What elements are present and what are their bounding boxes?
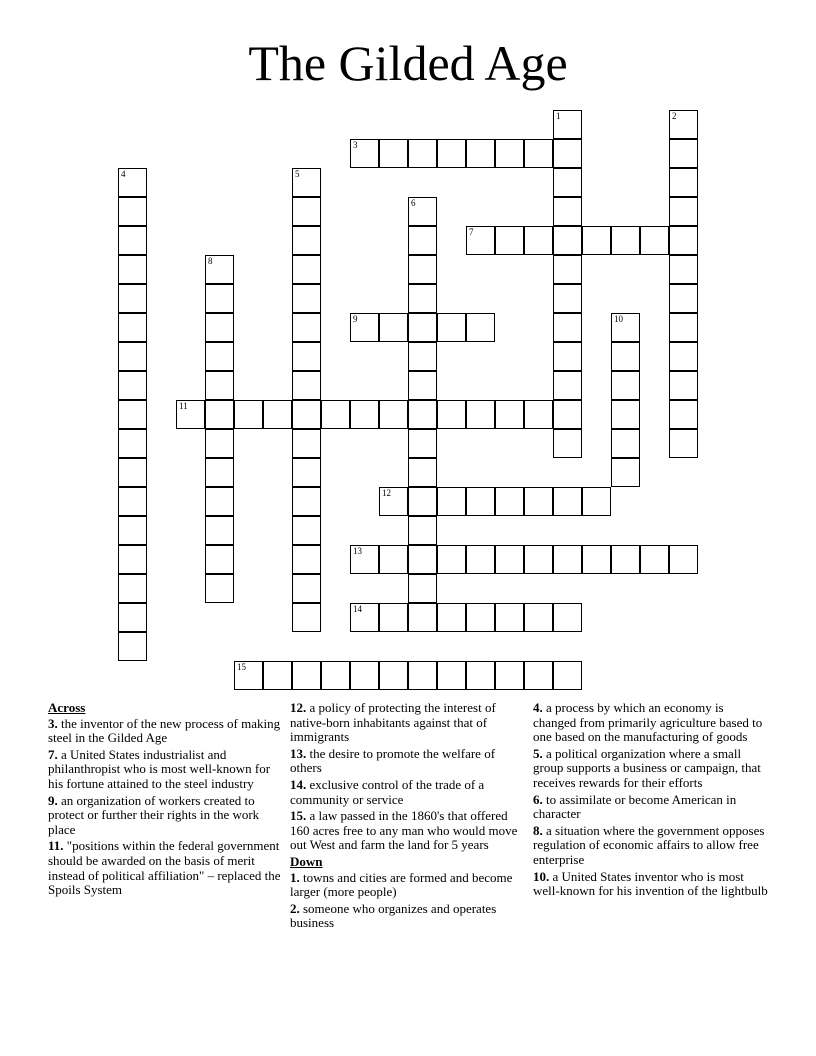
clue-number: 10 <box>614 314 623 324</box>
grid-cell[interactable] <box>350 545 379 574</box>
grid-cell[interactable] <box>118 516 147 545</box>
clue-number: 2 <box>672 111 677 121</box>
clue-number: 8 <box>208 256 213 266</box>
grid-cell[interactable] <box>553 429 582 458</box>
grid-cell[interactable] <box>408 400 437 429</box>
grid-cell[interactable] <box>669 168 698 197</box>
grid-cell[interactable] <box>611 458 640 487</box>
grid-cell[interactable] <box>292 400 321 429</box>
grid-cell[interactable] <box>205 284 234 313</box>
grid-cell[interactable] <box>205 545 234 574</box>
clue-down-1: 1. towns and cities are formed and become larger (more people) <box>290 869 513 900</box>
grid-cell[interactable] <box>466 313 495 342</box>
grid-cell[interactable] <box>466 139 495 168</box>
grid-cell[interactable] <box>408 342 437 371</box>
grid-cell[interactable] <box>611 400 640 429</box>
grid-cell[interactable] <box>379 400 408 429</box>
grid-cell[interactable] <box>118 574 147 603</box>
clue-number: 1 <box>556 111 561 121</box>
grid-cell[interactable] <box>321 400 350 429</box>
clues-column-2 <box>290 701 526 933</box>
grid-cell[interactable] <box>292 661 321 690</box>
grid-cell[interactable] <box>292 197 321 226</box>
grid-cell[interactable] <box>408 545 437 574</box>
clue-number: 6 <box>411 198 416 208</box>
grid-cell[interactable] <box>408 197 437 226</box>
grid-cell[interactable] <box>379 487 408 516</box>
grid-cell[interactable] <box>466 603 495 632</box>
grid-cell[interactable] <box>437 487 466 516</box>
grid-cell[interactable] <box>669 139 698 168</box>
grid-cell[interactable] <box>524 487 553 516</box>
grid-cell[interactable] <box>176 400 205 429</box>
grid-cell[interactable] <box>669 284 698 313</box>
grid-cell[interactable] <box>582 226 611 255</box>
grid-cell[interactable] <box>408 139 437 168</box>
grid-cell[interactable] <box>292 545 321 574</box>
grid-cell[interactable] <box>118 429 147 458</box>
grid-cell[interactable] <box>379 139 408 168</box>
grid-cell[interactable] <box>118 545 147 574</box>
grid-cell[interactable] <box>408 516 437 545</box>
grid-cell[interactable] <box>495 139 524 168</box>
grid-cell[interactable] <box>582 487 611 516</box>
clue-across-3: 3. the inventor of the new process of making steel in the Gilded Age <box>48 715 281 746</box>
clue-across-13: 13. the desire to promote the welfare of others <box>290 745 496 776</box>
grid-cell[interactable] <box>408 255 437 284</box>
grid-cell[interactable] <box>379 603 408 632</box>
grid-cell[interactable] <box>263 400 292 429</box>
grid-cell[interactable] <box>118 458 147 487</box>
clue-down-2: 2. someone who organizes and operates business <box>290 900 497 931</box>
clue-number: 12 <box>382 488 391 498</box>
grid-cell[interactable] <box>292 313 321 342</box>
clue-number: 3 <box>353 140 358 150</box>
across-heading: Across <box>48 700 86 715</box>
clue-across-15: 15. a law passed in the 1860's that offered 160 acres free to any man who would move out West and farm the land for 5 years <box>290 808 518 853</box>
grid-cell[interactable] <box>495 545 524 574</box>
grid-cell[interactable] <box>408 429 437 458</box>
grid-cell[interactable] <box>466 226 495 255</box>
page-title: The Gilded Age <box>248 35 568 91</box>
grid-cell[interactable] <box>437 545 466 574</box>
grid-cell[interactable] <box>118 400 147 429</box>
grid-cell[interactable] <box>118 313 147 342</box>
grid-cell[interactable] <box>118 226 147 255</box>
grid-cell[interactable] <box>205 429 234 458</box>
grid-cell[interactable] <box>437 139 466 168</box>
grid-cell[interactable] <box>205 574 234 603</box>
grid-cell[interactable] <box>437 400 466 429</box>
grid-cell[interactable] <box>118 632 147 661</box>
grid-cell[interactable] <box>350 661 379 690</box>
grid-cell[interactable] <box>408 313 437 342</box>
grid-cell[interactable] <box>205 371 234 400</box>
clue-number: 11 <box>179 401 188 411</box>
grid-cell[interactable] <box>118 371 147 400</box>
grid-cell[interactable] <box>408 661 437 690</box>
grid-cell[interactable] <box>350 603 379 632</box>
grid-cell[interactable] <box>553 197 582 226</box>
grid-cell[interactable] <box>205 458 234 487</box>
clues-column-3 <box>533 701 769 901</box>
grid-cell[interactable] <box>292 168 321 197</box>
clue-down-6: 6. to assimilate or become American in character <box>533 791 737 822</box>
grid-cell[interactable] <box>292 574 321 603</box>
grid-cell[interactable] <box>292 342 321 371</box>
grid-cell[interactable] <box>611 226 640 255</box>
grid-cell[interactable] <box>553 400 582 429</box>
clue-number: 9 <box>353 314 358 324</box>
grid-cell[interactable] <box>553 255 582 284</box>
grid-cell[interactable] <box>437 603 466 632</box>
grid-cell[interactable] <box>669 313 698 342</box>
clue-across-14: 14. exclusive control of the trade of a community or service <box>290 776 485 807</box>
grid-cell[interactable] <box>611 545 640 574</box>
clue-across-9: 9. an organization of workers created to protect or further their rights in the work place <box>48 792 260 837</box>
grid-cell[interactable] <box>205 255 234 284</box>
grid-cell[interactable] <box>350 400 379 429</box>
grid-cell[interactable] <box>118 197 147 226</box>
clue-down-5: 5. a political organization where a small group supports a business or campaign, that receives rewards for their efforts <box>533 745 761 790</box>
grid-cell[interactable] <box>611 342 640 371</box>
clue-number: 14 <box>353 604 362 614</box>
grid-cell[interactable] <box>292 458 321 487</box>
grid-cell[interactable] <box>495 226 524 255</box>
grid-cell[interactable] <box>524 139 553 168</box>
grid-cell[interactable] <box>553 661 582 690</box>
grid-cell[interactable] <box>669 110 698 139</box>
grid-cell[interactable] <box>553 487 582 516</box>
grid-cell[interactable] <box>379 545 408 574</box>
clue-number: 5 <box>295 169 300 179</box>
grid-cell[interactable] <box>118 168 147 197</box>
grid-cell[interactable] <box>524 661 553 690</box>
grid-cell[interactable] <box>205 516 234 545</box>
grid-cell[interactable] <box>234 400 263 429</box>
grid-cell[interactable] <box>669 545 698 574</box>
grid-cell[interactable] <box>553 342 582 371</box>
grid-cell[interactable] <box>611 371 640 400</box>
clue-across-12: 12. a policy of protecting the interest of native-born inhabitants against that of immigrants <box>290 700 496 745</box>
grid-cell[interactable] <box>495 661 524 690</box>
grid-cell[interactable] <box>408 487 437 516</box>
grid-cell[interactable] <box>118 255 147 284</box>
grid-cell[interactable] <box>524 226 553 255</box>
grid-cell[interactable] <box>292 371 321 400</box>
grid-cell[interactable] <box>437 313 466 342</box>
grid-cell[interactable] <box>669 429 698 458</box>
grid-cell[interactable] <box>524 400 553 429</box>
grid-cell[interactable] <box>466 487 495 516</box>
grid-cell[interactable] <box>582 545 611 574</box>
grid-cell[interactable] <box>553 139 582 168</box>
grid-cell[interactable] <box>553 313 582 342</box>
clue-across-7: 7. a United States industrialist and philanthropist who is most well-known for his fortune attained to the steel industry <box>48 746 271 791</box>
grid-cell[interactable] <box>669 197 698 226</box>
grid-cell[interactable] <box>379 313 408 342</box>
grid-cell[interactable] <box>611 429 640 458</box>
grid-cell[interactable] <box>495 400 524 429</box>
grid-cell[interactable] <box>292 603 321 632</box>
grid-cell[interactable] <box>350 313 379 342</box>
grid-cell[interactable] <box>379 661 408 690</box>
clues-column-1 <box>48 701 284 900</box>
grid-cell[interactable] <box>524 545 553 574</box>
grid-cell[interactable] <box>118 487 147 516</box>
grid-cell[interactable] <box>553 545 582 574</box>
grid-cell[interactable] <box>669 255 698 284</box>
grid-cell[interactable] <box>350 139 379 168</box>
grid-cell[interactable] <box>408 458 437 487</box>
grid-cell[interactable] <box>640 226 669 255</box>
grid-cell[interactable] <box>524 603 553 632</box>
clue-number: 4 <box>121 169 126 179</box>
grid-cell[interactable] <box>292 255 321 284</box>
grid-cell[interactable] <box>408 226 437 255</box>
grid-cell[interactable] <box>292 226 321 255</box>
grid-cell[interactable] <box>205 313 234 342</box>
grid-cell[interactable] <box>466 545 495 574</box>
grid-cell[interactable] <box>321 661 350 690</box>
clue-down-10: 10. a United States inventor who is most well-known for his invention of the lightbulb <box>533 868 768 899</box>
grid-cell[interactable] <box>669 400 698 429</box>
clue-number: 15 <box>237 662 246 672</box>
grid-cell[interactable] <box>553 168 582 197</box>
grid-cell[interactable] <box>408 371 437 400</box>
grid-cell[interactable] <box>118 603 147 632</box>
grid-cell[interactable] <box>408 574 437 603</box>
grid-cell[interactable] <box>611 313 640 342</box>
grid-cell[interactable] <box>234 661 263 690</box>
down-heading: Down <box>290 853 323 869</box>
grid-cell[interactable] <box>437 661 466 690</box>
clue-down-8: 8. a situation where the government opposes regulation of economic affairs to allow free enterprise <box>533 822 765 867</box>
grid-cell[interactable] <box>669 342 698 371</box>
clue-number: 7 <box>469 227 474 237</box>
grid-cell[interactable] <box>495 487 524 516</box>
grid-cell[interactable] <box>292 429 321 458</box>
grid-cell[interactable] <box>669 226 698 255</box>
grid-cell[interactable] <box>553 226 582 255</box>
grid-cell[interactable] <box>292 284 321 313</box>
grid-cell[interactable] <box>408 603 437 632</box>
grid-cell[interactable] <box>408 284 437 313</box>
clue-down-4: 4. a process by which an economy is changed from primarily agriculture based to one based on the manufacturing of goods <box>533 700 763 745</box>
grid-cell[interactable] <box>640 545 669 574</box>
grid-cell[interactable] <box>118 342 147 371</box>
grid-cell[interactable] <box>669 371 698 400</box>
grid-cell[interactable] <box>292 516 321 545</box>
grid-cell[interactable] <box>205 487 234 516</box>
grid-cell[interactable] <box>205 400 234 429</box>
grid-cell[interactable] <box>118 284 147 313</box>
clue-number: 13 <box>353 546 362 556</box>
clue-across-11: 11. "positions within the federal government should be awarded on the basis of merit instead of political affiliation" – replaced the Spoils System <box>48 838 281 898</box>
grid-cell[interactable] <box>466 400 495 429</box>
grid-cell[interactable] <box>205 342 234 371</box>
grid-cell[interactable] <box>263 661 292 690</box>
grid-cell[interactable] <box>553 110 582 139</box>
grid-cell[interactable] <box>553 603 582 632</box>
grid-cell[interactable] <box>553 284 582 313</box>
grid-cell[interactable] <box>553 371 582 400</box>
grid-cell[interactable] <box>466 661 495 690</box>
grid-cell[interactable] <box>292 487 321 516</box>
grid-cell[interactable] <box>495 603 524 632</box>
